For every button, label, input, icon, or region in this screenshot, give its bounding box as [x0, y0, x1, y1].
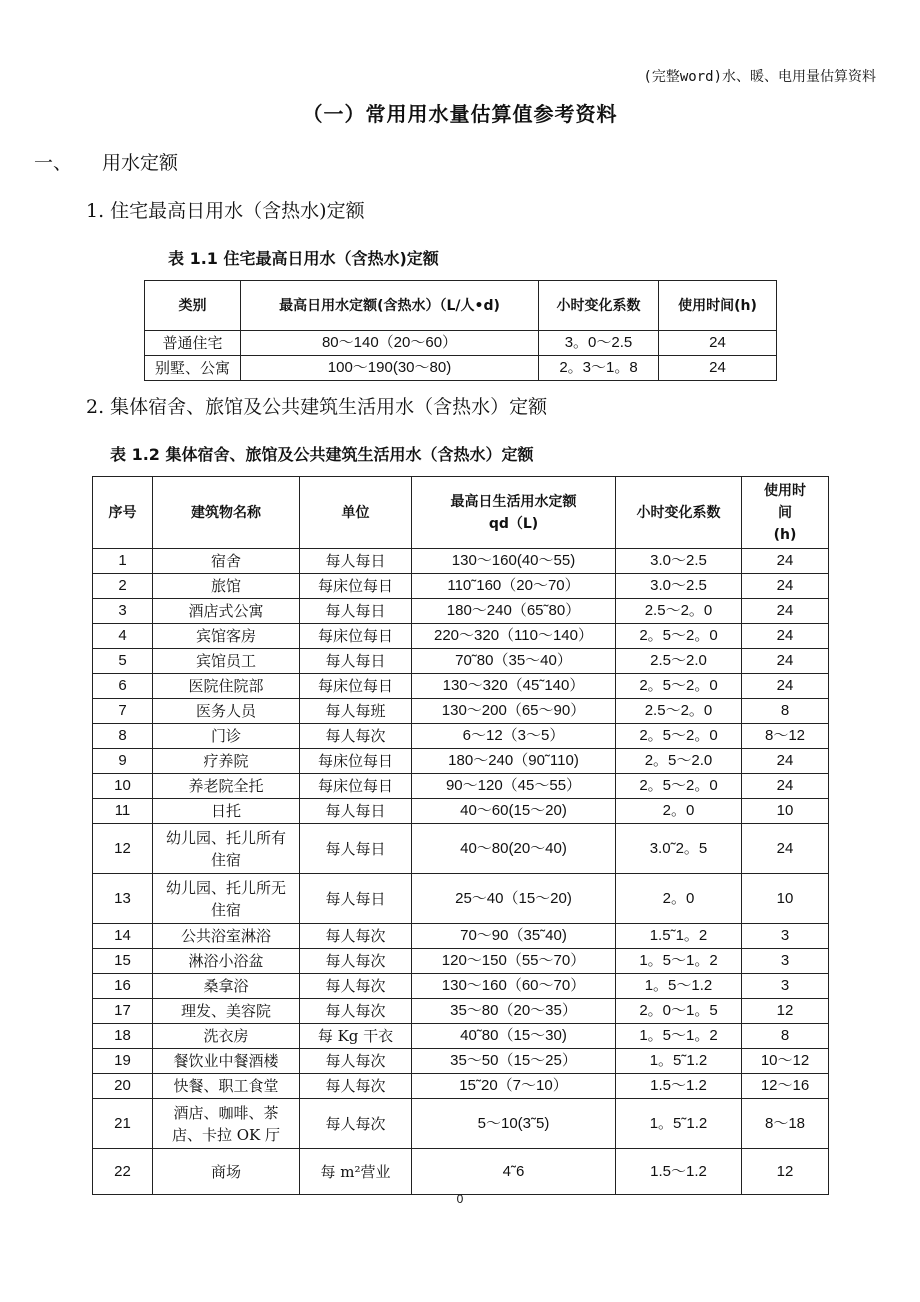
- table-cell: 2。5～2。0: [616, 674, 742, 699]
- table-row: [145, 356, 777, 381]
- table-cell: 2。5～2。0: [616, 724, 742, 749]
- table-cell: 淋浴小浴盆: [153, 949, 300, 974]
- table-cell: 4: [93, 624, 153, 649]
- table2-header-hours-line1: 使用时间: [764, 482, 806, 521]
- table-cell: 130～160（60～70）: [412, 974, 616, 999]
- table-row: [93, 599, 829, 624]
- table-cell: 每人每日: [300, 549, 412, 574]
- table-row: [93, 949, 829, 974]
- table-cell: 25～40（15～20): [412, 874, 616, 924]
- table-cell: 每人每次: [300, 724, 412, 749]
- table-cell: 每人每次: [300, 999, 412, 1024]
- table-row: [93, 1024, 829, 1049]
- table-row: [93, 749, 829, 774]
- table-cell: 70～90（35˜40): [412, 924, 616, 949]
- table-cell: 3.0～2.5: [616, 574, 742, 599]
- table-cell: 日托: [153, 799, 300, 824]
- table2-header-unit: 单位: [300, 477, 412, 549]
- subheading-public-buildings: 2. 集体宿舍、旅馆及公共建筑生活用水（含热水）定额: [86, 396, 548, 418]
- table-cell: 每人每班: [300, 699, 412, 724]
- table-cell: 130～320（45˜140）: [412, 674, 616, 699]
- table-cell: 2。5～2。0: [616, 624, 742, 649]
- table-cell: 8: [742, 699, 829, 724]
- table-cell: 3: [742, 924, 829, 949]
- table-cell: 每人每次: [300, 974, 412, 999]
- table-cell: 10: [742, 874, 829, 924]
- table-row: [93, 824, 829, 874]
- table-cell: 20: [93, 1074, 153, 1099]
- table-row: [145, 331, 777, 356]
- table-cell: 每人每次: [300, 1049, 412, 1074]
- table2-header-quota-line2: qd（L): [488, 515, 539, 532]
- table-cell: 2。3～1。8: [539, 356, 659, 381]
- table-cell: 每床位每日: [300, 774, 412, 799]
- table1-header-quota: 最高日用水定额(含热水）（L/人•d): [241, 281, 539, 331]
- table-cell: 12～16: [742, 1074, 829, 1099]
- table-row: [93, 649, 829, 674]
- table-cell: 21: [93, 1099, 153, 1149]
- table-cell: 2.5～2。0: [616, 699, 742, 724]
- table2-header-hours-line2: (h): [773, 526, 797, 543]
- table-cell: 幼儿园、托儿所无住宿: [153, 874, 300, 924]
- table-row: [93, 699, 829, 724]
- section-number: 一、: [34, 152, 73, 174]
- table-cell: 1: [93, 549, 153, 574]
- table-cell: 16: [93, 974, 153, 999]
- table-cell: 2.5～2。0: [616, 599, 742, 624]
- table1-header-category: 类别: [145, 281, 241, 331]
- table2-header-row: [93, 477, 829, 549]
- table-cell: 1.5～1.2: [616, 1074, 742, 1099]
- table-cell: 22: [93, 1149, 153, 1195]
- table-cell: 24: [742, 824, 829, 874]
- table-cell: 1.5˜1。2: [616, 924, 742, 949]
- table-cell: 180～240（90˜110): [412, 749, 616, 774]
- table-cell: 12: [93, 824, 153, 874]
- subheading-residential: 1. 住宅最高日用水（含热水)定额: [86, 200, 365, 222]
- table-row: [93, 974, 829, 999]
- table-cell: 24: [659, 356, 777, 381]
- table-cell: 40～60(15～20): [412, 799, 616, 824]
- table-cell: 24: [742, 749, 829, 774]
- table1-header-row: [145, 281, 777, 331]
- table-cell: 2。5～2.0: [616, 749, 742, 774]
- table-cell: 180～240（65˜80）: [412, 599, 616, 624]
- table-row: [93, 1099, 829, 1149]
- table1-caption: 表 1.1 住宅最高日用水（含热水)定额: [168, 249, 439, 268]
- table-cell: 40˜80（15～30): [412, 1024, 616, 1049]
- table-cell: 24: [742, 599, 829, 624]
- table-cell: 17: [93, 999, 153, 1024]
- table-cell: 19: [93, 1049, 153, 1074]
- table-cell: 110˜160（20～70）: [412, 574, 616, 599]
- table-cell: 130～200（65～90）: [412, 699, 616, 724]
- table-cell: 70˜80（35～40）: [412, 649, 616, 674]
- table-cell: 24: [742, 774, 829, 799]
- table-cell: 每人每次: [300, 1099, 412, 1149]
- table-cell: 80～140（20～60）: [241, 331, 539, 356]
- table-cell: 1。5˜1.2: [616, 1049, 742, 1074]
- table-cell: 医院住院部: [153, 674, 300, 699]
- table-cell: 宾馆员工: [153, 649, 300, 674]
- table-cell: 每人每日: [300, 824, 412, 874]
- table2-caption: 表 1.2 集体宿舍、旅馆及公共建筑生活用水（含热水）定额: [110, 445, 534, 464]
- table-cell: 旅馆: [153, 574, 300, 599]
- table-cell: 13: [93, 874, 153, 924]
- table-cell: 8～12: [742, 724, 829, 749]
- table-cell: 每人每日: [300, 799, 412, 824]
- table-cell: 5～10(3˜5): [412, 1099, 616, 1149]
- table-cell: 2.5～2.0: [616, 649, 742, 674]
- table-cell: 11: [93, 799, 153, 824]
- table-cell: 100～190(30～80): [241, 356, 539, 381]
- table-cell: 9: [93, 749, 153, 774]
- table-cell: 40～80(20～40): [412, 824, 616, 874]
- table2-header-quota-line1: 最高日生活用水定额: [450, 493, 577, 510]
- table-cell: 24: [742, 624, 829, 649]
- table2-body: [93, 549, 829, 1195]
- table-cell: 6～12（3～5）: [412, 724, 616, 749]
- table-cell: 35～80（20～35）: [412, 999, 616, 1024]
- table-cell: 每人每日: [300, 874, 412, 924]
- table-row: [93, 874, 829, 924]
- table-cell: 10: [93, 774, 153, 799]
- table-cell: 3。0～2.5: [539, 331, 659, 356]
- table-row: [93, 1074, 829, 1099]
- page-number: 0: [456, 1192, 464, 1206]
- table-cell: 公共浴室淋浴: [153, 924, 300, 949]
- table-cell: 普通住宅: [145, 331, 241, 356]
- table-public-buildings: [92, 476, 829, 1195]
- section-heading: [34, 148, 178, 175]
- table-cell: 宾馆客房: [153, 624, 300, 649]
- table-cell: 8: [93, 724, 153, 749]
- table-cell: 220～320（110～140）: [412, 624, 616, 649]
- table-cell: 2: [93, 574, 153, 599]
- table-cell: 24: [742, 674, 829, 699]
- table-cell: 每人每日: [300, 649, 412, 674]
- table-cell: 门诊: [153, 724, 300, 749]
- table-cell: 每床位每日: [300, 624, 412, 649]
- table-cell: 每床位每日: [300, 574, 412, 599]
- table-cell: 8～18: [742, 1099, 829, 1149]
- table-cell: 每人每次: [300, 1074, 412, 1099]
- table-cell: 理发、美容院: [153, 999, 300, 1024]
- table-cell: 酒店、咖啡、茶店、卡拉 OK 厅: [153, 1099, 300, 1149]
- table2-header-index: 序号: [93, 477, 153, 549]
- table-cell: 每人每次: [300, 924, 412, 949]
- table-cell: 每人每次: [300, 949, 412, 974]
- table-cell: 10: [742, 799, 829, 824]
- table-cell: 每 m²营业: [300, 1149, 412, 1195]
- table-cell: 3: [93, 599, 153, 624]
- table-cell: 1.5～1.2: [616, 1149, 742, 1195]
- table-cell: 酒店式公寓: [153, 599, 300, 624]
- table-cell: 3.0˜2。5: [616, 824, 742, 874]
- table-cell: 130～160(40～55): [412, 549, 616, 574]
- table-cell: 7: [93, 699, 153, 724]
- table-row: [93, 724, 829, 749]
- table-row: [93, 1049, 829, 1074]
- table-cell: 35～50（15～25）: [412, 1049, 616, 1074]
- table-cell: 桑拿浴: [153, 974, 300, 999]
- table-cell: 快餐、职工食堂: [153, 1074, 300, 1099]
- table-cell: 每 Kg 干衣: [300, 1024, 412, 1049]
- table-cell: 90～120（45～55）: [412, 774, 616, 799]
- table-cell: 每床位每日: [300, 749, 412, 774]
- table-cell: 15: [93, 949, 153, 974]
- table-cell: 2。0: [616, 874, 742, 924]
- table-cell: 别墅、公寓: [145, 356, 241, 381]
- table-cell: 6: [93, 674, 153, 699]
- table-cell: 120～150（55～70）: [412, 949, 616, 974]
- table-cell: 14: [93, 924, 153, 949]
- table-cell: 1。5～1。2: [616, 949, 742, 974]
- header-note: (完整word)水、暖、电用量估算资料: [643, 69, 876, 85]
- table-row: [93, 774, 829, 799]
- table-row: [93, 999, 829, 1024]
- document-title: （一）常用用水量估算值参考资料: [302, 102, 618, 126]
- table-row: [93, 1149, 829, 1195]
- section-label: 用水定额: [102, 152, 179, 174]
- table-cell: 18: [93, 1024, 153, 1049]
- table-residential: [144, 280, 777, 381]
- table-cell: 宿舍: [153, 549, 300, 574]
- table-cell: 24: [742, 549, 829, 574]
- table-row: [93, 574, 829, 599]
- table-cell: 疗养院: [153, 749, 300, 774]
- table-cell: 2。0～1。5: [616, 999, 742, 1024]
- table-cell: 8: [742, 1024, 829, 1049]
- table-row: [93, 549, 829, 574]
- table2-header-quota: [412, 477, 616, 549]
- table-cell: 每人每日: [300, 599, 412, 624]
- table-cell: 4˜6: [412, 1149, 616, 1195]
- table-cell: 24: [742, 574, 829, 599]
- table2-header-building: 建筑物名称: [153, 477, 300, 549]
- table-cell: 3: [742, 949, 829, 974]
- table2-header-hours: [742, 477, 829, 549]
- table-cell: 2。5～2。0: [616, 774, 742, 799]
- table-cell: 15˜20（7～10）: [412, 1074, 616, 1099]
- table-cell: 1。5˜1.2: [616, 1099, 742, 1149]
- table-cell: 医务人员: [153, 699, 300, 724]
- table-cell: 3: [742, 974, 829, 999]
- table-cell: 10～12: [742, 1049, 829, 1074]
- table-row: [93, 924, 829, 949]
- table1-header-hourly-factor: 小时变化系数: [539, 281, 659, 331]
- table-row: [93, 624, 829, 649]
- table-cell: 每床位每日: [300, 674, 412, 699]
- table-cell: 5: [93, 649, 153, 674]
- table-cell: 餐饮业中餐酒楼: [153, 1049, 300, 1074]
- table-cell: 幼儿园、托儿所有住宿: [153, 824, 300, 874]
- table-cell: 商场: [153, 1149, 300, 1195]
- table-cell: 2。0: [616, 799, 742, 824]
- table-row: [93, 674, 829, 699]
- table-cell: 12: [742, 999, 829, 1024]
- table2-header-hourly-factor: 小时变化系数: [616, 477, 742, 549]
- table-cell: 24: [659, 331, 777, 356]
- table-cell: 12: [742, 1149, 829, 1195]
- table-cell: 洗衣房: [153, 1024, 300, 1049]
- table-cell: 1。5～1。2: [616, 1024, 742, 1049]
- table-cell: 1。5～1.2: [616, 974, 742, 999]
- table-cell: 24: [742, 649, 829, 674]
- table-cell: 养老院全托: [153, 774, 300, 799]
- table-row: [93, 799, 829, 824]
- table-cell: 3.0～2.5: [616, 549, 742, 574]
- table1-header-hours: 使用时间(h): [659, 281, 777, 331]
